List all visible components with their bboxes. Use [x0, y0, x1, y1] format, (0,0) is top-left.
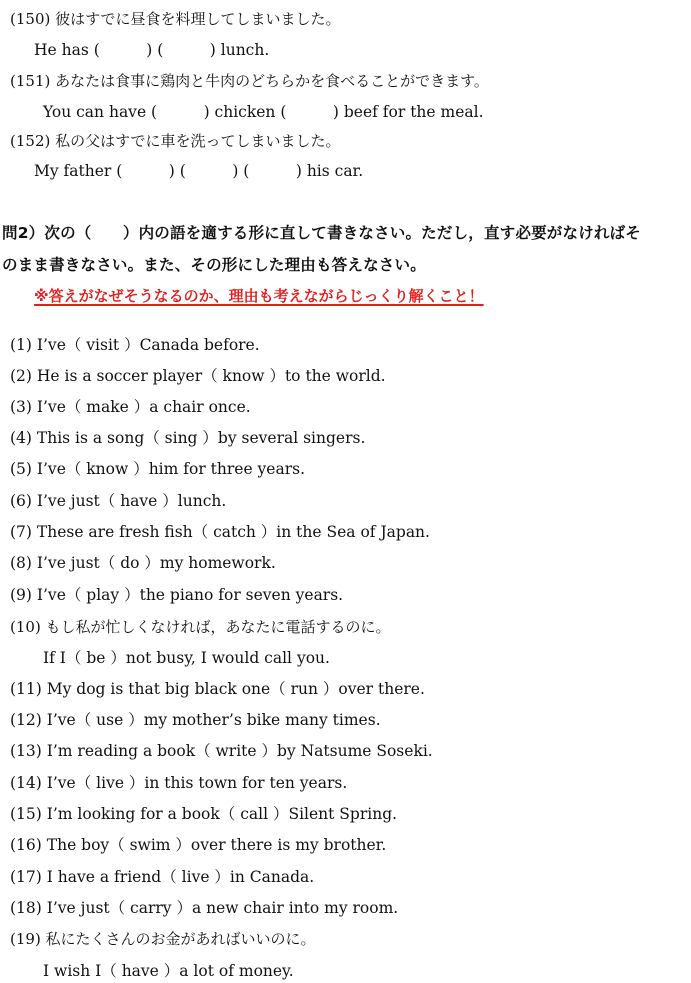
item-12: (12) I’ve（ use ）my mother’s bike many times. — [10, 711, 381, 729]
item-9: (9) I’ve（ play ）the piano for seven years. — [10, 586, 344, 604]
item-1: (1) I’ve（ visit ）Canada before. — [10, 336, 260, 354]
item-18: (18) I’ve just（ carry ）a new chair into my room. — [10, 899, 399, 917]
question-152-japanese: (152) 私の父はすでに車を洗ってしまいました。 — [10, 132, 341, 150]
item-10-japanese: (10) もし私が忙しくなければ，あなたに電話するのに。 — [10, 618, 391, 636]
item-13: (13) I’m reading a book（ write ）by Natsume Soseki. — [10, 742, 433, 760]
item-4: (4) This is a song（ sing ）by several singers. — [10, 429, 366, 447]
question-150-japanese: (150) 彼はすでに昼食を料理してしまいました。 — [10, 10, 341, 28]
item-14: (14) I’ve（ live ）in this town for ten years. — [10, 774, 348, 792]
item-5: (5) I’ve（ know ）him for three years. — [10, 460, 306, 478]
item-17: (17) I have a friend（ live ）in Canada. — [10, 868, 315, 886]
section2-instruction-line1: 問2）次の（ ）内の語を適する形に直して書きなさい。ただし，直す必要がなければそ — [2, 224, 641, 242]
item-2: (2) He is a soccer player（ know ）to the world. — [10, 367, 386, 385]
item-10-english: If I（ be ）not busy, I would call you. — [43, 649, 330, 667]
item-11: (11) My dog is that big black one（ run ）over there. — [10, 680, 425, 698]
item-19-japanese: (19) 私にたくさんのお金があればいいのに。 — [10, 930, 316, 948]
item-8: (8) I’ve just（ do ）my homework. — [10, 554, 276, 572]
item-19-english: I wish I（ have ）a lot of money. — [43, 962, 294, 980]
section2-note: ※答えがなぜそうなるのか、理由も考えながらじっくり解くこと！ — [34, 287, 484, 305]
question-151-japanese: (151) あなたは食事に鶏肉と牛肉のどちらかを食べることができます。 — [10, 72, 489, 90]
question-152-english: My father ( ) ( ) ( ) his car. — [34, 162, 364, 180]
item-16: (16) The boy（ swim ）over there is my brother. — [10, 836, 387, 854]
item-15: (15) I’m looking for a book（ call ）Silent Spring. — [10, 805, 398, 823]
item-7: (7) These are fresh fish（ catch ）in the Sea of Japan. — [10, 523, 430, 541]
section2-instruction-line2: のまま書きなさい。また、その形にした理由も答えなさい。 — [2, 256, 426, 274]
item-3: (3) I’ve（ make ）a chair once. — [10, 398, 251, 416]
question-150-english: He has ( ) ( ) lunch. — [34, 41, 270, 59]
question-151-english: You can have ( ) chicken ( ) beef for the meal. — [43, 103, 484, 121]
item-6: (6) I’ve just（ have ）lunch. — [10, 492, 227, 510]
